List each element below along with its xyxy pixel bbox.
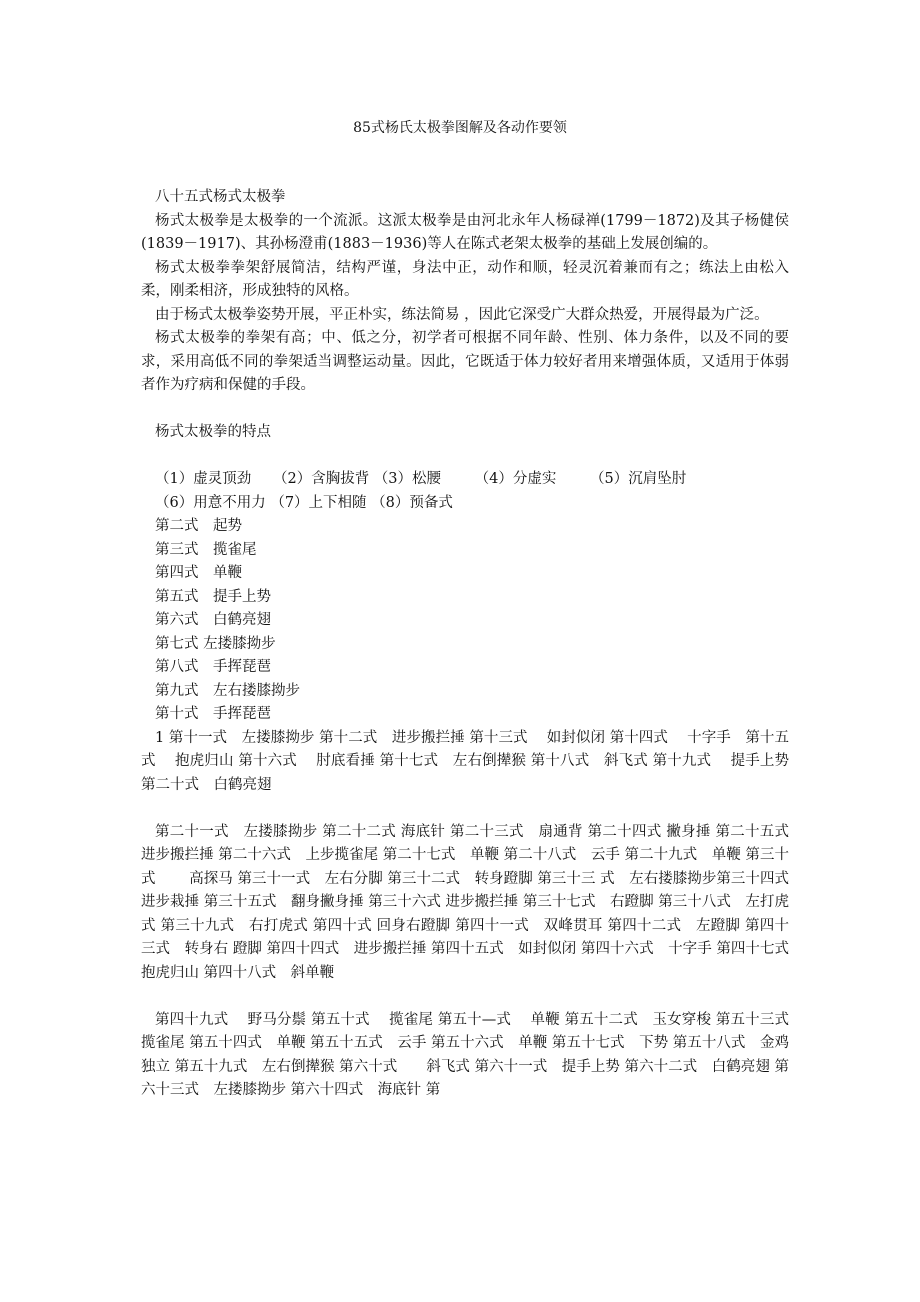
features-heading: 杨式太极拳的特点 bbox=[155, 424, 271, 440]
form-item: 第六式 白鹤亮翅 bbox=[155, 612, 271, 628]
form-item: 第二式 起势 bbox=[155, 518, 242, 534]
form-item: 第四式 单鞭 bbox=[155, 565, 242, 581]
features-line-2: （6）用意不用力 （7）上下相随 （8）预备式 bbox=[155, 494, 453, 511]
form-item: 第三式 揽雀尾 bbox=[155, 541, 257, 558]
intro-paragraph-4: 杨式太极拳的拳架有高；中、低之分，初学者可根据不同年龄、性别、体力条件，以及不同的要求，采用高低不同的拳架适当调整运动量。因此，它既适于体力较好者用来增强体质，又适用于体弱者作为疗病和保健的手段。 bbox=[141, 330, 789, 393]
spacer bbox=[141, 797, 789, 821]
forms-paragraph-2: 第二十一式 左搂膝拗步 第二十二式 海底针 第二十三式 扇通背 第二十四式 撇身捶 第二十五式 进步搬拦捶 第二十六式 上步揽雀尾 第二十七式 单鞭 第二十八式 云手 第二十九式 单鞭 第三十式 高探马 第三十一式 左右分脚 第三十二式 转身蹬脚 第三十三 式 左右搂膝拗步第三十四式 进步栽捶 第三十五式 翻身撇身捶 第三十六式 进步搬拦捶 第三十七式 右蹬脚 第三十八式 左打虎式 第三十九式 右打虎式 第四十式 回身右蹬脚 第四十一式 双峰贯耳 第四十二式 左蹬脚 第四十三式 转身右 蹬脚 第四十四式 进步搬拦捶 第四十五式 如封似闭 第四十六式 十字手 第四十七式 抱虎归山 第四十八式 斜单鞭 bbox=[141, 823, 804, 981]
forms-paragraph-3: 第四十九式 野马分鬃 第五十式 揽雀尾 第五十—式 单鞭 第五十二式 玉女穿梭 第五十三式 揽雀尾 第五十四式 单鞭 第五十五式 云手 第五十六式 单鞭 第五十七式 下势 第五十八式 金鸡独立 第五十九式 左右倒撵猴 第六十式 斜飞式 第六十一式 提手上势 第六十二式 白鹤亮翅 第六十三式 左搂膝拗步 第六十四式 海底针 第 bbox=[141, 1011, 804, 1098]
document-body bbox=[141, 186, 804, 1103]
features-line-1: （1）虚灵顶劲 （2）含胸拔背 （3）松腰 （4）分虚实 （5）沉肩坠肘 bbox=[155, 471, 687, 487]
form-item: 第八式 手挥琵琶 bbox=[155, 659, 271, 675]
form-item: 第五式 提手上势 bbox=[155, 588, 271, 605]
spacer bbox=[141, 445, 789, 469]
intro-paragraph-1: 杨式太极拳是太极拳的一个流派。这派太极拳是由河北永年人杨碌禅(1799－1872)及其子杨健侯(1839－1917)、其孙杨澄甫(1883－1936)等人在陈式老架太极拳的基础上发展创编的。 bbox=[141, 212, 789, 252]
document-title: 85式杨氏太极拳图解及各动作要领 bbox=[353, 120, 567, 136]
spacer bbox=[141, 985, 789, 1009]
section-heading: 八十五式杨式太极拳 bbox=[155, 189, 286, 205]
forms-paragraph-1: 1 第十一式 左搂膝拗步 第十二式 进步搬拦捶 第十三式 如封似闭 第十四式 十字手 第十五式 抱虎归山 第十六式 肘底看捶 第十七式 左右倒撵猴 第十八式 斜飞式 第十九式 提手上势 第二十式 白鹤亮翅 bbox=[141, 729, 794, 793]
intro-paragraph-3: 由于杨式太极拳姿势开展，平正朴实，练法简易 ，因此它深受广大群众热爱，开展得最为广泛。 bbox=[155, 306, 769, 323]
form-item: 第九式 左右搂膝拗步 bbox=[155, 682, 300, 699]
intro-paragraph-2: 杨式太极拳拳架舒展简洁，结构严谨，身法中正，动作和顺，轻灵沉着兼而有之；练法上由松入柔，刚柔相济，形成独特的风格。 bbox=[141, 259, 789, 299]
spacer bbox=[141, 398, 789, 422]
form-item: 第七式 左搂膝拗步 bbox=[155, 635, 276, 652]
form-item: 第十式 手挥琵琶 bbox=[155, 706, 271, 722]
